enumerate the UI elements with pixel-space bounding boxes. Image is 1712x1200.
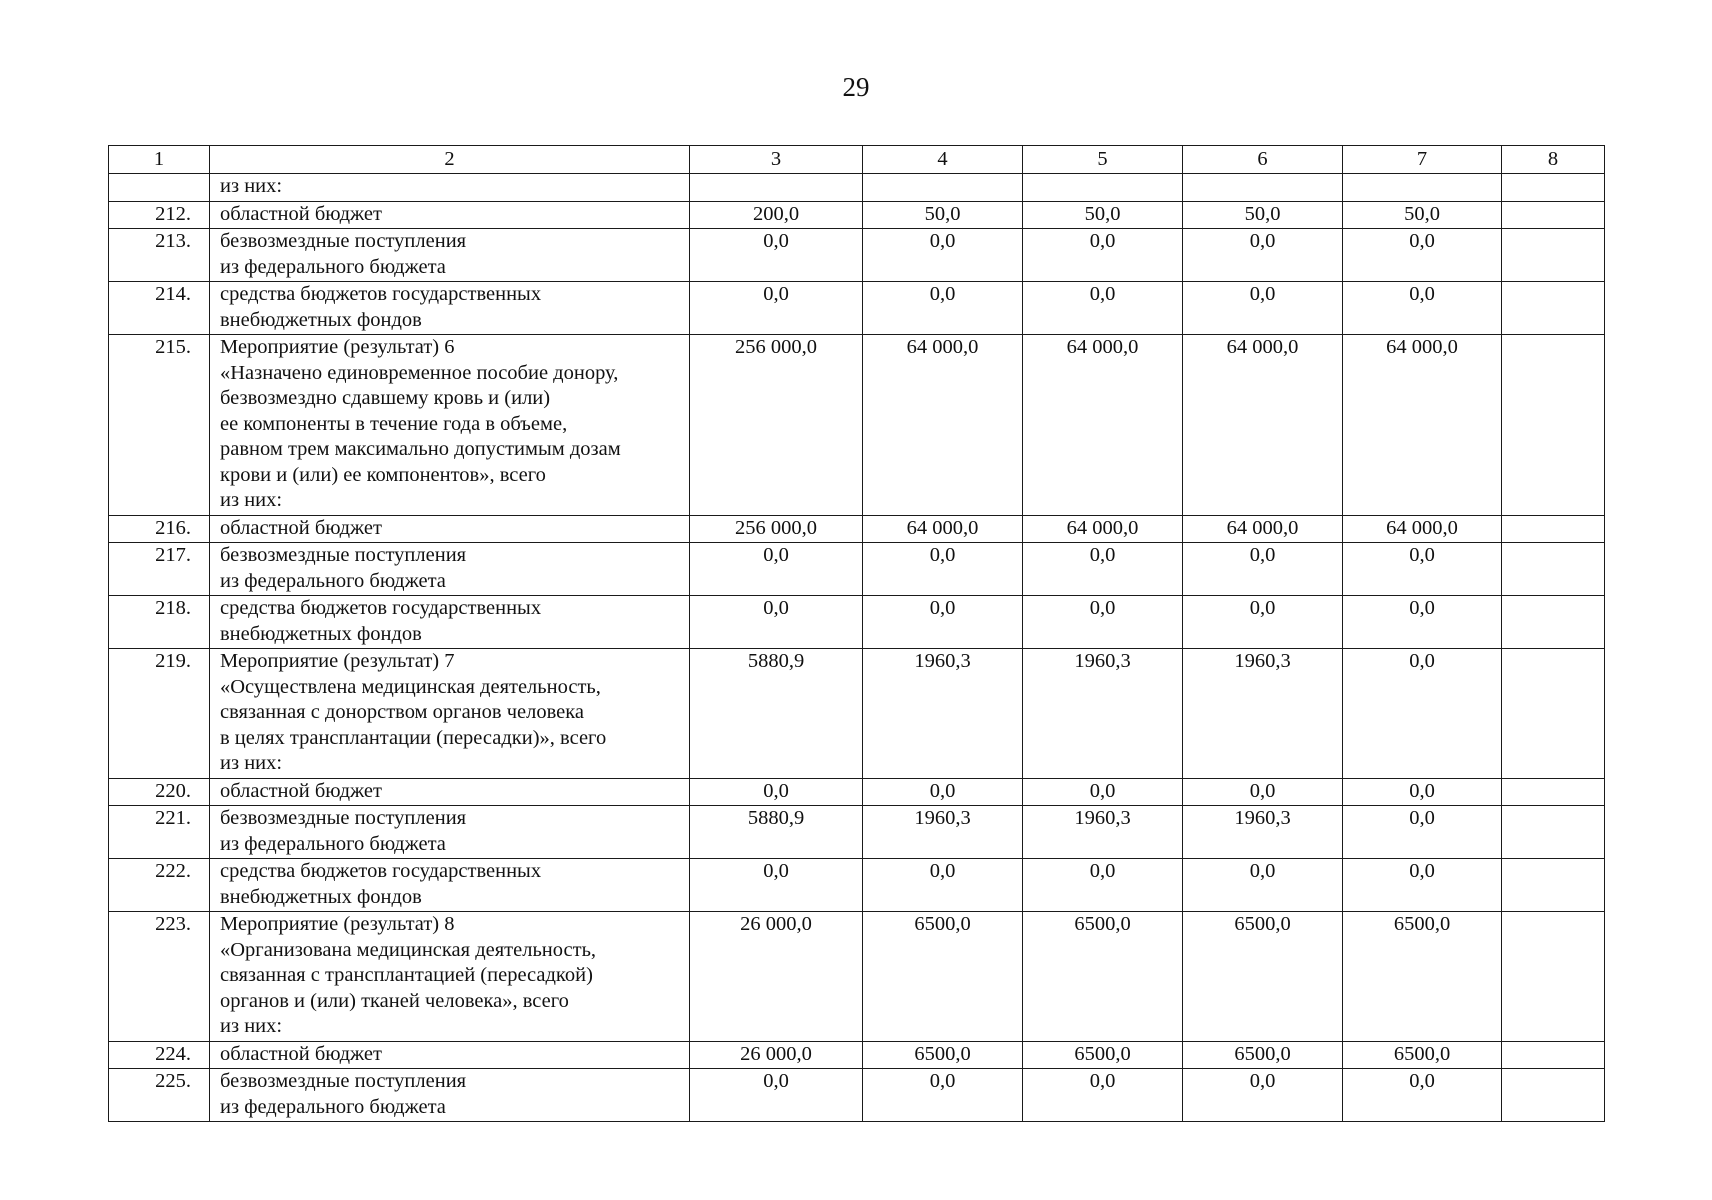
value-col4: 0,0 xyxy=(863,596,1023,649)
value-col8 xyxy=(1502,1069,1605,1122)
value-col8 xyxy=(1502,515,1605,543)
row-description: безвозмездные поступления из федерального бюджета xyxy=(210,543,690,596)
value-col8 xyxy=(1502,859,1605,912)
table-row xyxy=(109,1069,1605,1122)
value-col3: 5880,9 xyxy=(690,806,863,859)
value-col7: 0,0 xyxy=(1343,778,1502,806)
value-col8 xyxy=(1502,174,1605,202)
value-col5: 0,0 xyxy=(1023,859,1183,912)
row-description: средства бюджетов государственных внебюджетных фондов xyxy=(210,596,690,649)
value-col7: 64 000,0 xyxy=(1343,335,1502,516)
value-col4: 1960,3 xyxy=(863,649,1023,779)
value-col7: 0,0 xyxy=(1343,543,1502,596)
row-number: 220. xyxy=(109,778,210,806)
value-col6: 0,0 xyxy=(1183,282,1343,335)
value-col5: 0,0 xyxy=(1023,543,1183,596)
table-row xyxy=(109,229,1605,282)
value-col3: 26 000,0 xyxy=(690,1041,863,1069)
value-col7: 0,0 xyxy=(1343,282,1502,335)
value-col4: 64 000,0 xyxy=(863,335,1023,516)
value-col6: 64 000,0 xyxy=(1183,515,1343,543)
value-col7: 50,0 xyxy=(1343,201,1502,229)
value-col6: 0,0 xyxy=(1183,859,1343,912)
value-col6: 1960,3 xyxy=(1183,649,1343,779)
value-col6: 64 000,0 xyxy=(1183,335,1343,516)
row-number xyxy=(109,174,210,202)
table-row xyxy=(109,596,1605,649)
value-col8 xyxy=(1502,649,1605,779)
table-row xyxy=(109,515,1605,543)
row-description: средства бюджетов государственных внебюджетных фондов xyxy=(210,282,690,335)
value-col4: 0,0 xyxy=(863,778,1023,806)
row-description: Мероприятие (результат) 7 «Осуществлена медицинская деятельность, связанная с донорством органов человека в целях трансплантации (пересадки)», всего из них: xyxy=(210,649,690,779)
value-col8 xyxy=(1502,229,1605,282)
value-col7: 0,0 xyxy=(1343,596,1502,649)
value-col8 xyxy=(1502,543,1605,596)
value-col7: 0,0 xyxy=(1343,859,1502,912)
value-col8 xyxy=(1502,596,1605,649)
value-col8 xyxy=(1502,335,1605,516)
value-col6: 0,0 xyxy=(1183,596,1343,649)
row-number: 212. xyxy=(109,201,210,229)
value-col8 xyxy=(1502,912,1605,1042)
value-col5: 6500,0 xyxy=(1023,1041,1183,1069)
header-cell: 7 xyxy=(1343,146,1502,174)
value-col6: 0,0 xyxy=(1183,778,1343,806)
table-row xyxy=(109,649,1605,779)
value-col5: 64 000,0 xyxy=(1023,515,1183,543)
value-col3: 0,0 xyxy=(690,859,863,912)
value-col6: 6500,0 xyxy=(1183,1041,1343,1069)
row-description: Мероприятие (результат) 6 «Назначено единовременное пособие донору, безвозмездно сдавшему кровь и (или) ее компоненты в течение года в объеме, равном трем максимально допустимым дозам крови и (или) ее компонентов», всего из них: xyxy=(210,335,690,516)
header-cell: 6 xyxy=(1183,146,1343,174)
table-row xyxy=(109,174,1605,202)
value-col6: 0,0 xyxy=(1183,229,1343,282)
row-description: Мероприятие (результат) 8 «Организована медицинская деятельность, связанная с трансплантацией (пересадкой) органов и (или) тканей человека», всего из них: xyxy=(210,912,690,1042)
value-col3: 256 000,0 xyxy=(690,515,863,543)
value-col3: 0,0 xyxy=(690,543,863,596)
row-number: 219. xyxy=(109,649,210,779)
table-row xyxy=(109,543,1605,596)
header-cell: 1 xyxy=(109,146,210,174)
value-col8 xyxy=(1502,1041,1605,1069)
row-number: 213. xyxy=(109,229,210,282)
table-row xyxy=(109,778,1605,806)
table-row xyxy=(109,859,1605,912)
table-row xyxy=(109,282,1605,335)
budget-table xyxy=(108,145,1605,1122)
value-col3: 0,0 xyxy=(690,1069,863,1122)
row-number: 221. xyxy=(109,806,210,859)
value-col7: 0,0 xyxy=(1343,649,1502,779)
value-col4: 0,0 xyxy=(863,859,1023,912)
value-col5 xyxy=(1023,174,1183,202)
value-col3: 0,0 xyxy=(690,596,863,649)
value-col7: 64 000,0 xyxy=(1343,515,1502,543)
value-col4: 6500,0 xyxy=(863,1041,1023,1069)
header-cell: 5 xyxy=(1023,146,1183,174)
value-col5: 0,0 xyxy=(1023,282,1183,335)
value-col5: 0,0 xyxy=(1023,1069,1183,1122)
value-col7: 6500,0 xyxy=(1343,1041,1502,1069)
value-col7: 6500,0 xyxy=(1343,912,1502,1042)
value-col8 xyxy=(1502,806,1605,859)
row-number: 217. xyxy=(109,543,210,596)
row-number: 223. xyxy=(109,912,210,1042)
value-col8 xyxy=(1502,778,1605,806)
header-cell: 8 xyxy=(1502,146,1605,174)
row-description: областной бюджет xyxy=(210,1041,690,1069)
value-col6: 0,0 xyxy=(1183,543,1343,596)
table-row xyxy=(109,1041,1605,1069)
row-description: областной бюджет xyxy=(210,778,690,806)
value-col7: 0,0 xyxy=(1343,229,1502,282)
value-col7 xyxy=(1343,174,1502,202)
value-col3: 0,0 xyxy=(690,229,863,282)
value-col8 xyxy=(1502,282,1605,335)
page-number: 29 xyxy=(842,72,870,102)
value-col5: 50,0 xyxy=(1023,201,1183,229)
row-description: безвозмездные поступления из федерального бюджета xyxy=(210,229,690,282)
value-col4: 50,0 xyxy=(863,201,1023,229)
row-description: безвозмездные поступления из федерального бюджета xyxy=(210,1069,690,1122)
row-description: из них: xyxy=(210,174,690,202)
value-col6: 0,0 xyxy=(1183,1069,1343,1122)
value-col3 xyxy=(690,174,863,202)
value-col7: 0,0 xyxy=(1343,1069,1502,1122)
row-description: средства бюджетов государственных внебюджетных фондов xyxy=(210,859,690,912)
value-col5: 1960,3 xyxy=(1023,649,1183,779)
value-col3: 200,0 xyxy=(690,201,863,229)
value-col3: 0,0 xyxy=(690,282,863,335)
value-col4: 0,0 xyxy=(863,282,1023,335)
value-col5: 0,0 xyxy=(1023,596,1183,649)
table-row xyxy=(109,335,1605,516)
header-cell: 2 xyxy=(210,146,690,174)
row-number: 214. xyxy=(109,282,210,335)
value-col6: 50,0 xyxy=(1183,201,1343,229)
row-description: областной бюджет xyxy=(210,201,690,229)
value-col4: 0,0 xyxy=(863,543,1023,596)
table-row xyxy=(109,806,1605,859)
value-col4 xyxy=(863,174,1023,202)
value-col3: 256 000,0 xyxy=(690,335,863,516)
row-number: 222. xyxy=(109,859,210,912)
table-row xyxy=(109,912,1605,1042)
value-col5: 64 000,0 xyxy=(1023,335,1183,516)
row-number: 218. xyxy=(109,596,210,649)
row-number: 215. xyxy=(109,335,210,516)
header-cell: 4 xyxy=(863,146,1023,174)
value-col4: 1960,3 xyxy=(863,806,1023,859)
table-header-row xyxy=(109,146,1605,174)
value-col3: 5880,9 xyxy=(690,649,863,779)
row-number: 225. xyxy=(109,1069,210,1122)
value-col3: 26 000,0 xyxy=(690,912,863,1042)
value-col6 xyxy=(1183,174,1343,202)
value-col4: 64 000,0 xyxy=(863,515,1023,543)
value-col5: 6500,0 xyxy=(1023,912,1183,1042)
value-col5: 0,0 xyxy=(1023,229,1183,282)
value-col4: 6500,0 xyxy=(863,912,1023,1042)
row-number: 224. xyxy=(109,1041,210,1069)
row-number: 216. xyxy=(109,515,210,543)
value-col6: 6500,0 xyxy=(1183,912,1343,1042)
row-description: безвозмездные поступления из федерального бюджета xyxy=(210,806,690,859)
value-col7: 0,0 xyxy=(1343,806,1502,859)
row-description: областной бюджет xyxy=(210,515,690,543)
header-cell: 3 xyxy=(690,146,863,174)
value-col5: 1960,3 xyxy=(1023,806,1183,859)
value-col4: 0,0 xyxy=(863,229,1023,282)
value-col5: 0,0 xyxy=(1023,778,1183,806)
value-col8 xyxy=(1502,201,1605,229)
value-col6: 1960,3 xyxy=(1183,806,1343,859)
value-col4: 0,0 xyxy=(863,1069,1023,1122)
value-col3: 0,0 xyxy=(690,778,863,806)
table-row xyxy=(109,201,1605,229)
